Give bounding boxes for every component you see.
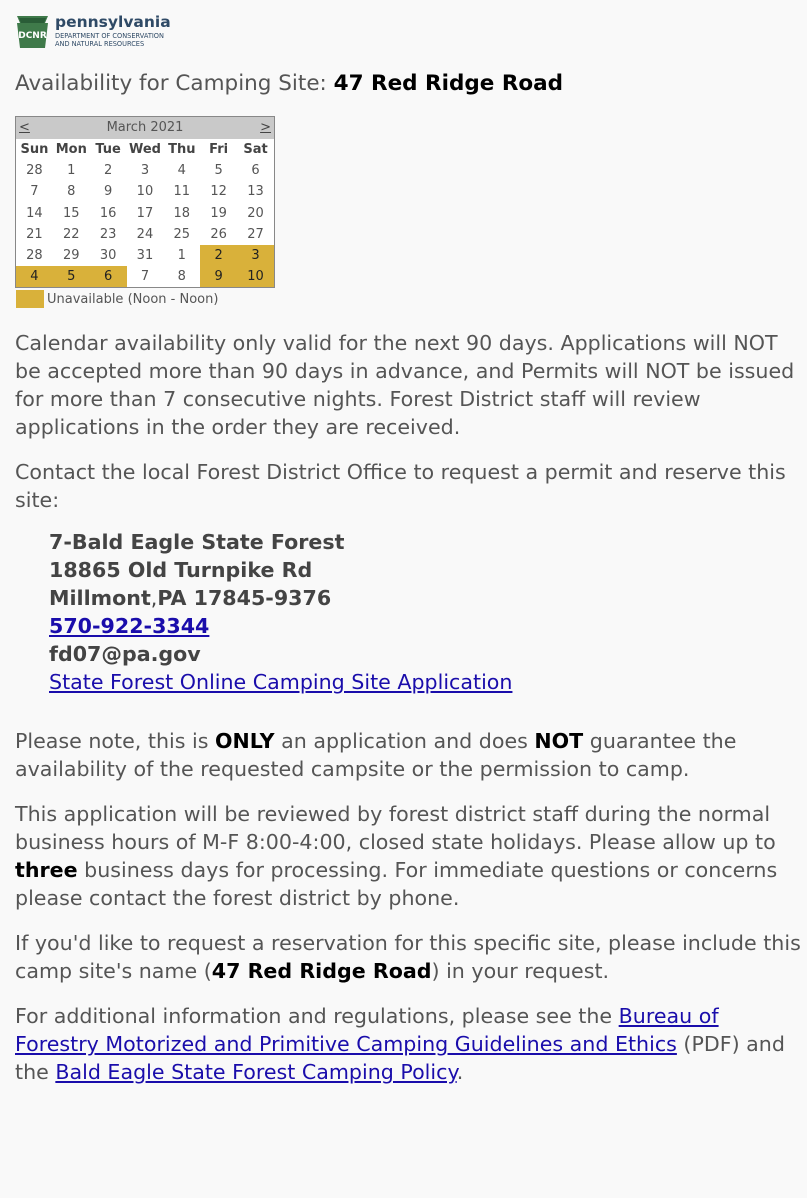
calendar-day: 1	[177, 248, 186, 264]
calendar-day: 6	[251, 163, 260, 179]
weekday-header: Wed	[128, 142, 161, 158]
office-street: 18865 Old Turnpike Rd	[49, 558, 313, 582]
calendar-day: 10	[136, 184, 154, 200]
availability-notice: Calendar availability only valid for the next 90 days. Applications will NOT be accepted more than 90 days in advance, and Permits will NOT be issued for more than 7 consecutive nights. Forest District staff will review applications in the order they are received.	[15, 331, 795, 439]
calendar-day: 30	[99, 248, 117, 264]
calendar-week-row	[16, 203, 274, 224]
pennsylvania-keystone-icon	[15, 15, 50, 49]
note-emphasis-only: ONLY	[215, 729, 275, 753]
calendar-day: 22	[62, 226, 80, 242]
logo-title: pennsylvania	[55, 13, 171, 31]
camping-policy-link[interactable]: Bald Eagle State Forest Camping Policy	[55, 1060, 457, 1084]
request-text-1: If you'd like to request a reservation for this specific site, please include this camp site's name (	[15, 931, 801, 983]
note-emphasis-not: NOT	[534, 729, 584, 753]
calendar-day: 19	[210, 205, 227, 221]
application-note	[15, 727, 807, 783]
calendar-day: 21	[26, 226, 43, 242]
logo-subtitle	[55, 32, 164, 49]
request-note	[15, 929, 807, 985]
calendar-day: 8	[177, 269, 186, 285]
calendar-week-row	[16, 245, 274, 266]
calendar-day: 23	[99, 226, 117, 242]
calendar-day: 13	[247, 184, 264, 200]
note-text-2: an application and does	[274, 729, 535, 753]
calendar-day: 2	[103, 163, 113, 179]
calendar-header	[16, 117, 274, 139]
legend-label: Unavailable (Noon - Noon)	[47, 292, 219, 307]
guidelines-pdf-link[interactable]: Bureau of Forestry Motorized and Primitive Camping Guidelines and Ethics	[15, 1004, 719, 1056]
calendar-week-row	[16, 266, 274, 287]
calendar-day-unavailable: 2	[200, 245, 237, 266]
dcnr-logo[interactable]	[15, 13, 185, 53]
calendar-day: 24	[136, 226, 154, 242]
calendar-day: 12	[210, 184, 227, 200]
calendar-day: 15	[62, 205, 80, 221]
calendar-day: 31	[136, 248, 154, 264]
calendar-day-unavailable: 4	[16, 266, 53, 287]
forest-office-address	[49, 528, 512, 696]
calendar-day: 8	[67, 184, 76, 200]
calendar-next-month-link[interactable]: >	[260, 120, 271, 135]
calendar-day: 4	[177, 163, 186, 179]
logo-badge-text: DCNR	[18, 31, 47, 41]
calendar-day: 18	[173, 205, 191, 221]
review-note	[15, 800, 807, 912]
calendar-day: 16	[99, 205, 117, 221]
calendar-month-label: March 2021	[106, 120, 184, 135]
calendar-day: 20	[247, 205, 264, 221]
calendar-day: 9	[103, 184, 113, 200]
review-text-2: business days for processing. For immediate questions or concerns please contact the forest district by phone.	[15, 858, 778, 910]
calendar-day-unavailable: 10	[237, 266, 274, 287]
calendar-day: 29	[62, 248, 80, 264]
calendar-weekday-row	[16, 139, 274, 160]
calendar-prev-month-link[interactable]: <	[19, 120, 30, 135]
calendar-day: 26	[210, 226, 227, 242]
additional-info	[15, 1002, 807, 1086]
weekday-header: Thu	[168, 142, 196, 158]
weekday-header: Sun	[20, 142, 49, 158]
weekday-header: Sat	[243, 142, 268, 158]
calendar-day: 7	[30, 184, 39, 200]
office-state-zip-sep: ,	[150, 586, 158, 610]
calendar-day: 25	[173, 226, 191, 242]
calendar-day-unavailable: 3	[237, 245, 274, 266]
office-email: fd07@pa.gov	[49, 642, 201, 666]
weekday-header: Mon	[55, 142, 87, 158]
contact-intro: Contact the local Forest District Office to request a permit and reserve this site:	[15, 460, 786, 512]
calendar-week-row	[16, 181, 274, 202]
request-text-2: ) in your request.	[431, 959, 610, 983]
office-phone-link[interactable]: 570-922-3344	[49, 614, 210, 638]
unavailable-swatch	[16, 290, 44, 308]
calendar-day: 27	[247, 226, 264, 242]
calendar-day: 17	[136, 205, 154, 221]
calendar-week-row	[16, 160, 274, 181]
calendar-day: 14	[26, 205, 43, 221]
request-site-name: 47 Red Ridge Road	[211, 959, 432, 983]
availability-calendar	[15, 116, 275, 288]
calendar-day: 7	[140, 269, 150, 285]
calendar-grid	[16, 139, 274, 287]
page-title-prefix: Availability for Camping Site:	[15, 71, 334, 96]
calendar-week-row	[16, 224, 274, 245]
review-text-1: This application will be reviewed by forest district staff during the normal business hours of M-F 8:00-4:00, closed state holidays. Please allow up to	[15, 802, 776, 854]
online-application-link[interactable]: State Forest Online Camping Site Application	[49, 670, 513, 694]
weekday-header: Fri	[209, 142, 229, 158]
page-title-site: 47 Red Ridge Road	[333, 71, 564, 96]
note-text-3: guarantee the availability of the requested campsite or the permission to camp.	[15, 729, 737, 781]
office-city-line	[49, 584, 512, 612]
calendar-day-unavailable: 5	[53, 266, 90, 287]
office-city: Millmont	[49, 586, 151, 610]
logo-subtitle-line1: DEPARTMENT OF CONSERVATION	[55, 32, 164, 40]
review-emphasis-three: three	[15, 858, 78, 882]
note-text-1: Please note, this is	[15, 729, 215, 753]
calendar-day: 3	[140, 163, 150, 179]
info-text-2: (PDF) and the	[15, 1032, 785, 1084]
calendar-day: 11	[173, 184, 191, 200]
info-text-3: .	[456, 1060, 464, 1084]
page-title	[15, 71, 563, 96]
calendar-day: 28	[26, 163, 43, 179]
calendar-body	[16, 160, 274, 287]
calendar-day: 28	[26, 248, 43, 264]
calendar-day-unavailable: 6	[90, 266, 127, 287]
info-text-1: For additional information and regulations, please see the	[15, 1004, 619, 1028]
calendar-day: 1	[67, 163, 76, 179]
office-state-zip: PA 17845-9376	[157, 586, 332, 610]
calendar-day-unavailable: 9	[200, 266, 237, 287]
weekday-header: Tue	[95, 142, 121, 158]
office-name: 7-Bald Eagle State Forest	[49, 530, 345, 554]
logo-subtitle-line2: AND NATURAL RESOURCES	[55, 40, 145, 49]
calendar-day: 5	[214, 163, 223, 179]
